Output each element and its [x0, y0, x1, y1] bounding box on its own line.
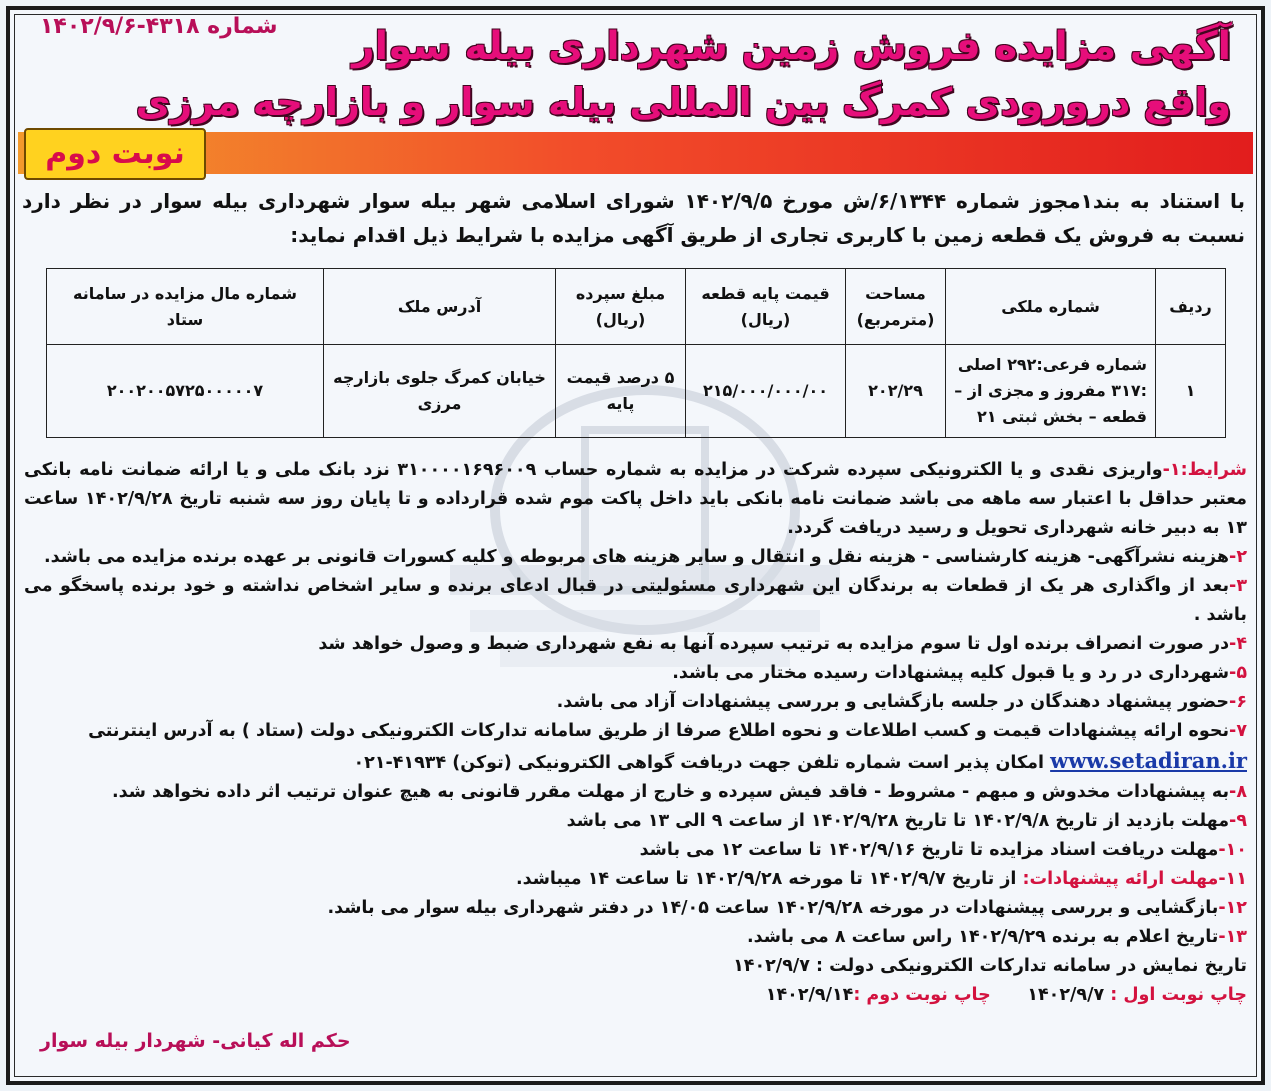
- term-number: ۳-: [1229, 576, 1247, 596]
- term-4: [24, 630, 1247, 659]
- term-text: بازگشایی و بررسی پیشنهادات در مورخه ۱۴۰۲/۹/۲۸ ساعت ۱۴/۰۵ در دفتر شهرداری بیله سوار می باشد.: [327, 898, 1219, 918]
- term-text: به پیشنهادات مخدوش و مبهم - مشروط - فاقد فیش سپرده و خارج از مهلت مقرر قانونی به هیچ عنوان ترتیب اثر داده نخواهد شد.: [111, 782, 1230, 802]
- term-text: مهلت دریافت اسناد مزایده تا تاریخ ۱۴۰۲/۹/۱۶ تا ساعت ۱۲ می باشد: [639, 840, 1219, 860]
- term-label: مهلت ارائه پیشنهادات:: [1022, 869, 1219, 889]
- term-9: [24, 807, 1247, 836]
- cell-base-price: ۲۱۵/۰۰۰/۰۰۰/۰۰: [686, 345, 846, 438]
- term-number: ۹-: [1229, 811, 1247, 831]
- term-number: ۱۳-: [1218, 927, 1247, 947]
- term-text: مهلت بازدید از تاریخ ۱۴۰۲/۹/۸ تا تاریخ ۱۴۰۲/۹/۲۸ از ساعت ۹ الی ۱۳ می باشد: [566, 811, 1230, 831]
- term-number: ۸-: [1229, 782, 1247, 802]
- term-8: [24, 778, 1247, 807]
- term-text: امکان پذیر است شماره تلفن جهت دریافت گواهی الکترونیکی (توکن) ۴۱۹۳۴-۰۲۱: [353, 753, 1045, 773]
- col-header-property-no: شماره ملکی: [946, 269, 1156, 345]
- col-header-area: مساحت (مترمربع): [846, 269, 946, 345]
- term-13: [24, 923, 1247, 952]
- term-3: [24, 572, 1247, 630]
- term-number: ۱۰-: [1218, 840, 1247, 860]
- cell-deposit: ۵ درصد قیمت پایه: [556, 345, 686, 438]
- signature: حکم اله کیانی- شهردار بیله سوار: [40, 1030, 351, 1052]
- term-number: ۶-: [1229, 692, 1247, 712]
- term-number: ۱-: [1162, 460, 1181, 480]
- term-1: [24, 456, 1247, 543]
- term-number: ۱۲-: [1218, 898, 1247, 918]
- term-text: در صورت انصراف برنده اول تا سوم مزایده به ترتیب سپرده آنها به نفع شهرداری ضبط و وصول خواهد شد: [318, 634, 1230, 654]
- term-text: حضور پیشنهاد دهندگان در جلسه بازگشایی و بررسی پیشنهادات آزاد می باشد.: [556, 692, 1230, 712]
- cell-area: ۲۰۲/۲۹: [846, 345, 946, 438]
- term-number: ۴-: [1229, 634, 1247, 654]
- print-first-label: چاپ نوبت اول :: [1110, 985, 1247, 1005]
- term-7: [24, 717, 1247, 778]
- term-text: واریزی نقدی و یا الکترونیکی سپرده شرکت در مزایده به شماره حساب ۳۱۰۰۰۰۱۶۹۶۰۰۹ نزد بانک ملی و یا ارائه ضمانت نامه بانکی معتبر حداقل با اعتبار سه ماهه می باشد ضمانت نامه بانکی باید داخل پاکت موم شده قرارداده و تا پایان روز سه شنبه تاریخ ۱۴۰۲/۹/۲۸ ساعت ۱۳ به دبیر خانه شهرداری تحویل و رسید دریافت گردد.: [24, 460, 1247, 538]
- print-first-date: ۱۴۰۲/۹/۷: [1027, 985, 1105, 1005]
- intro-paragraph: با استناد به بند۱مجوز شماره ۶/۱۳۴۴/ش مورخ ۱۴۰۲/۹/۵ شورای اسلامی شهر بیله سوار شهرداری بیله سوار در نظر دارد نسبت به فروش یک قطعه زمین با کاربری تجاری از طریق آگهی مزایده با شرایط ذیل اقدام نماید:: [22, 189, 1245, 247]
- term-text: تاریخ اعلام به برنده ۱۴۰۲/۹/۲۹ راس ساعت ۸ می باشد.: [747, 927, 1219, 947]
- term-text: شهرداری در رد و یا قبول کلیه پیشنهادات رسیده مختار می باشد.: [672, 663, 1230, 683]
- cell-property-no: شماره فرعی:۲۹۲ اصلی :۳۱۷ مفروز و مجزی از –قطعه – بخش ثبتی ۲۱: [946, 345, 1156, 438]
- notice-title-line2: واقع درورودی کمرگ بین المللی بیله سوار و بازارچه مرزی: [135, 80, 1231, 124]
- cell-row-no: ۱: [1156, 345, 1226, 438]
- term-text: نحوه ارائه پیشنهادات قیمت و کسب اطلاعات و نحوه اطلاع صرفا از طریق سامانه تدارکات الکترونیکی دولت (ستاد ) به آدرس اینترنتی: [88, 721, 1230, 741]
- term-text: از تاریخ ۱۴۰۲/۹/۷ تا مورخه ۱۴۰۲/۹/۲۸ تا ساعت ۱۴ میباشد.: [515, 869, 1023, 889]
- cell-setad-no: ۲۰۰۲۰۰۵۷۲۵۰۰۰۰۰۷: [47, 345, 324, 438]
- notice-title-line1: آگهی مزایده فروش زمین شهرداری بیله سوار: [352, 24, 1231, 69]
- terms-label: شرایط:: [1180, 460, 1247, 480]
- term-text: هزینه نشرآگهی- هزینه کارشناسی - هزینه نقل و انتقال و سایر هزینه های مربوطه و کلیه کسورات قانونی بر عهده برنده مزایده می باشد.: [44, 547, 1230, 567]
- term-5: [24, 659, 1247, 688]
- terms-section: [24, 456, 1247, 1010]
- term-10: [24, 836, 1247, 865]
- col-header-address: آدرس ملک: [324, 269, 556, 345]
- table-row: [47, 345, 1226, 438]
- print-second-date: ۱۴۰۲/۹/۱۴: [765, 985, 854, 1005]
- term-6: [24, 688, 1247, 717]
- print-second-label: چاپ نوبت دوم :: [853, 985, 991, 1005]
- table-header-row: [47, 269, 1226, 345]
- term-number: ۱۱-: [1218, 869, 1247, 889]
- round-badge: نوبت دوم: [24, 128, 206, 180]
- term-2: [24, 543, 1247, 572]
- cell-address: خیابان کمرگ جلوی بازارچه مرزی: [324, 345, 556, 438]
- lots-table: [46, 268, 1226, 438]
- term-12: [24, 894, 1247, 923]
- col-header-deposit: مبلغ سپرده (ریال): [556, 269, 686, 345]
- display-date: تاریخ نمایش در سامانه تدارکات الکترونیکی دولت : ۱۴۰۲/۹/۷: [733, 956, 1247, 976]
- col-header-setad-no: شماره مال مزایده در سامانه ستاد: [47, 269, 324, 345]
- setadiran-link[interactable]: www.setadiran.ir: [1050, 748, 1247, 773]
- term-text: بعد از واگذاری هر یک از قطعات به برندگان این شهرداری مسئولیتی در قبال ادعای برنده و سایر اشخاص نداشته و خود برنده پاسخگو می باشد .: [24, 576, 1247, 625]
- term-number: ۷-: [1229, 721, 1247, 741]
- notice-number: شماره ۴۳۱۸-۱۴۰۲/۹/۶: [40, 14, 278, 39]
- col-header-base-price: قیمت پایه قطعه (ریال): [686, 269, 846, 345]
- col-header-row-no: ردیف: [1156, 269, 1226, 345]
- term-11: [24, 865, 1247, 894]
- print-dates: [24, 981, 1247, 1010]
- term-number: ۲-: [1229, 547, 1247, 567]
- term-number: ۵-: [1229, 663, 1247, 683]
